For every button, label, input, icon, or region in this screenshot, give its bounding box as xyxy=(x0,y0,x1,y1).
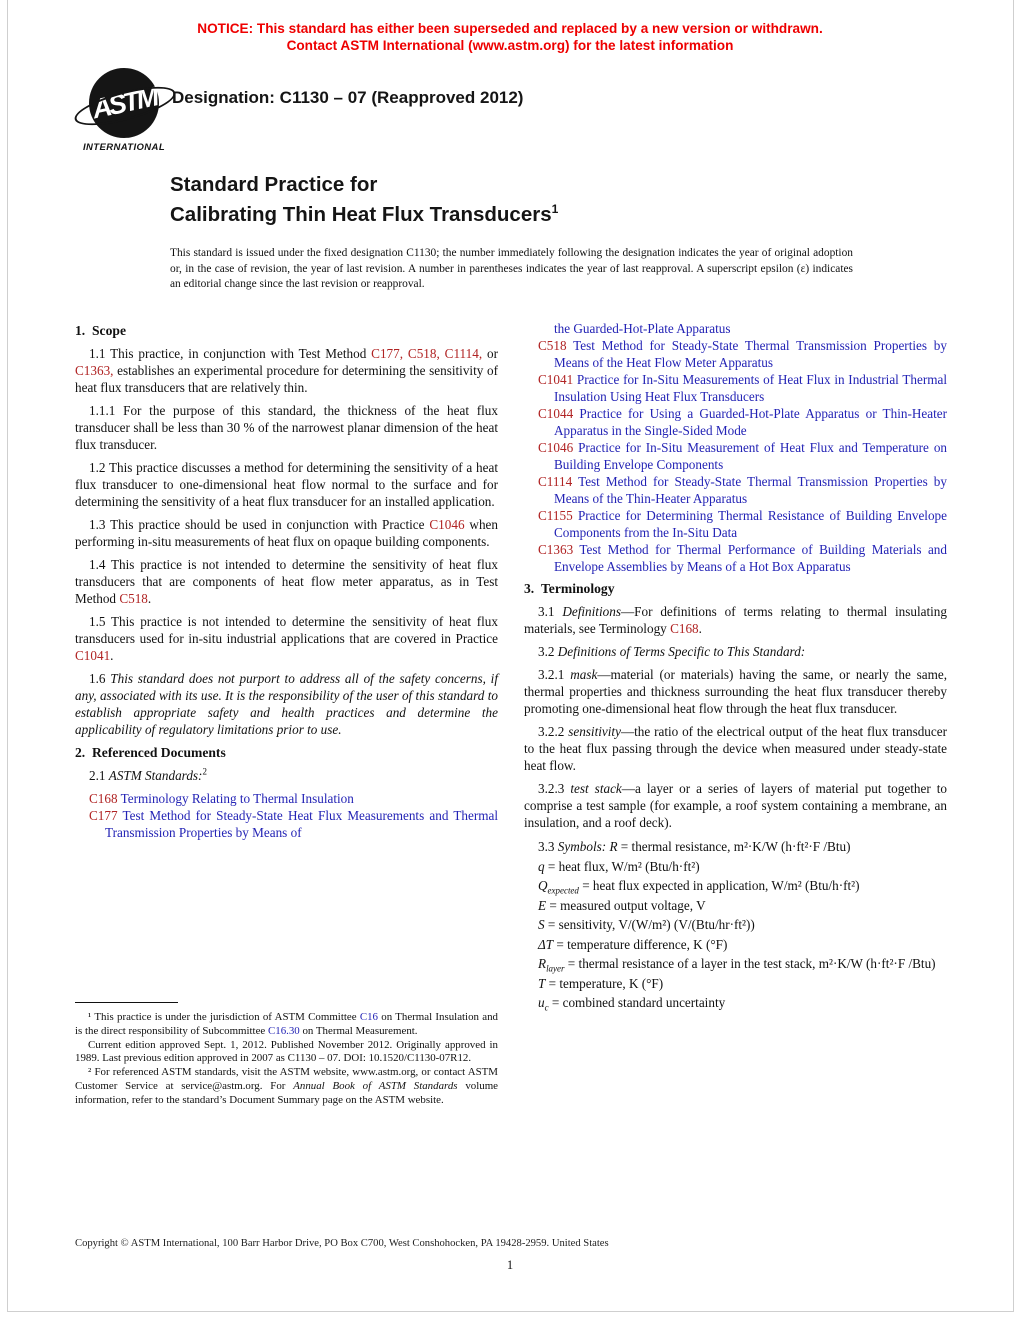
reference-item xyxy=(524,541,947,575)
title-footnote-marker: 1 xyxy=(551,202,559,216)
text-segment: u xyxy=(538,995,545,1010)
terminology-paragraph xyxy=(524,643,947,660)
terminology-paragraph xyxy=(524,666,947,717)
standard-link[interactable]: Practice for In-Situ Measurement of Heat Flux and Temperature on Building Envelope Components xyxy=(554,440,948,472)
reference-list-right xyxy=(524,337,947,575)
text-segment: or xyxy=(482,346,499,361)
text-segment: = combined standard uncertainty xyxy=(548,995,726,1010)
text-segment: 1.2 This practice discusses a method for determining the sensitivity of a heat flux transducer to one-dimensional heat flow normal to the surface and for determining the sensitivity of a heat flux transducer for an installed application. xyxy=(75,460,498,509)
text-segment: on Thermal Insulation and is the direct responsibility of Subcommittee xyxy=(75,1011,498,1037)
text-segment: = sensitivity, V/(W/m²) (V/(Btu/hr·ft²)) xyxy=(544,917,755,932)
reference-item xyxy=(524,439,947,473)
text-segment: —the ratio of the electrical output of the heat flux transducer to the heat flux passing through the device when measured under steady-state heat flow. xyxy=(524,724,947,773)
reference-item xyxy=(524,507,947,541)
text-segment: 2.1 xyxy=(89,768,109,783)
page-number: 1 xyxy=(506,1258,514,1272)
standard-link[interactable]: C16 xyxy=(359,1011,378,1023)
notice-line-2: Contact ASTM International (www.astm.org) for the latest information xyxy=(286,38,734,53)
text-segment: = temperature difference, K (°F) xyxy=(553,936,728,952)
title-line-1: Standard Practice for xyxy=(170,173,378,196)
left-column xyxy=(75,320,498,1014)
reference-list-left xyxy=(75,790,498,841)
symbol-line xyxy=(524,955,947,972)
title-line-2: Calibrating Thin Heat Flux Transducers$^1$ xyxy=(170,202,559,226)
reference-item xyxy=(524,371,947,405)
text-segment: on Thermal Measurement. xyxy=(299,1024,418,1037)
symbol-line xyxy=(524,936,947,953)
reference-item xyxy=(524,337,947,371)
standard-link[interactable]: C168 xyxy=(670,621,699,636)
symbol-line xyxy=(524,858,947,875)
text-segment: = heat flux expected in application, W/m² (Btu/h·ft²) xyxy=(578,878,860,893)
text-segment: Annual Book of ASTM Standards xyxy=(293,1079,458,1092)
symbols-block xyxy=(524,838,947,1011)
text-segment: when performing in-situ measurements of heat flux on opaque building components. xyxy=(75,517,498,549)
scope-paragraph xyxy=(75,670,498,738)
terminology-paragraph xyxy=(524,603,947,637)
text-segment: ASTM Standards: xyxy=(108,768,203,783)
standard-link[interactable]: C518 xyxy=(119,591,148,606)
reference-item xyxy=(524,473,947,507)
text-segment: sensitivity xyxy=(568,724,621,739)
text-segment: = thermal resistance of a layer in the test stack, m²·K/W (h·ft²·F /Btu) xyxy=(564,956,936,971)
symbol-line xyxy=(524,897,947,914)
text-segment: 1.1.1 For the purpose of this standard, the thickness of the heat flux transducer shall be less than 30 % of the narrowest planar dimension of the heat flux transducer. xyxy=(75,403,498,452)
text-segment: —a layer or a series of layers of material put together to comprise a test sample (for example, a roof system containing a membrane, an insulation, and a roof deck). xyxy=(524,781,947,830)
standard-link[interactable]: C1363 xyxy=(538,542,574,557)
text-segment: mask xyxy=(570,667,598,682)
footnote-paragraphs xyxy=(75,1011,498,1108)
standard-link[interactable]: C168 xyxy=(89,791,118,806)
astm-logo-international: INTERNATIONAL xyxy=(82,142,166,153)
footnote xyxy=(75,1039,498,1067)
standard-link[interactable]: C518, xyxy=(407,346,440,361)
text-segment: 1.5 This practice is not intended to determine the sensitivity of heat flux transducers used for in-situ industrial applications that are covered in Practice xyxy=(75,614,498,646)
standard-link[interactable]: C1041 xyxy=(538,372,574,387)
standard-link[interactable]: C1114 xyxy=(538,474,573,489)
body-columns xyxy=(75,320,947,1014)
standard-link[interactable]: C1044 xyxy=(538,406,574,421)
text-segment: = temperature, K (°F) xyxy=(545,975,664,991)
text-segment: S xyxy=(538,917,545,932)
astm-globe-icon xyxy=(89,68,159,138)
text-segment: 2 xyxy=(202,766,207,777)
page-title xyxy=(170,172,558,227)
text-segment: . xyxy=(147,591,152,606)
footnote-separator xyxy=(75,1002,178,1003)
standard-link[interactable]: Terminology Relating to Thermal Insulation xyxy=(120,791,354,806)
text-segment: R xyxy=(609,839,618,854)
standard-link[interactable]: C1114, xyxy=(444,346,483,361)
scope-paragraph xyxy=(75,613,498,664)
standard-link[interactable]: Test Method for Steady-State Thermal Transmission Properties by Means of the Thin-Heater Apparatus xyxy=(554,474,947,506)
symbol-line xyxy=(524,994,947,1011)
text-segment: 3.3 xyxy=(538,839,558,854)
designation-line: Designation: C1130 – 07 (Reapproved 2012) xyxy=(172,88,524,107)
footnotes-block xyxy=(75,1002,498,1108)
text-segment: ΔT xyxy=(538,936,554,952)
footnote xyxy=(75,1011,498,1039)
footnote xyxy=(75,1066,498,1107)
symbol-line xyxy=(524,877,947,894)
symbol-line xyxy=(524,975,947,992)
scope-heading: 1. Scope xyxy=(75,323,126,338)
text-segment: q xyxy=(538,858,545,874)
standard-link[interactable]: Practice for In-Situ Measurements of Heat Flux in Industrial Thermal Insulation Using Heat Flux Transducers xyxy=(554,372,947,404)
text-segment: 3.2 xyxy=(538,644,558,659)
standard-link[interactable]: C1046 xyxy=(538,440,574,455)
reference-item xyxy=(75,790,498,807)
text-segment: Current edition approved Sept. 1, 2012. Published November 2012. Originally approved in 1989. Last previous edition approved in 2007 as C1130 – 07. DOI: 10.1520/C1130-07R12. xyxy=(75,1038,498,1065)
referenced-documents-heading: 2. Referenced Documents xyxy=(75,745,226,760)
symbol-line xyxy=(524,838,947,855)
text-segment: 1.1 This practice, in conjunction with Test Method xyxy=(89,346,372,361)
right-column xyxy=(524,320,947,1014)
standard-link[interactable]: Practice for Using a Guarded-Hot-Plate Apparatus or Thin-Heater Apparatus in the Single-Sided Mode xyxy=(554,406,947,438)
terminology-heading: 3. Terminology xyxy=(524,581,615,596)
astm-logo-text: ASTM xyxy=(89,81,159,124)
terminology-paragraph xyxy=(524,723,947,774)
text-segment: volume information, refer to the standard’s Document Summary page on the ASTM website. xyxy=(75,1079,499,1106)
text-segment: = heat flux, W/m² (Btu/h·ft²) xyxy=(544,858,700,874)
reference-item xyxy=(524,405,947,439)
standard-link[interactable]: C16.30 xyxy=(267,1024,300,1037)
reference-continuation xyxy=(524,320,947,337)
text-segment: Q xyxy=(538,878,548,893)
text-segment: 3.1 xyxy=(538,604,563,619)
astm-standards-intro xyxy=(75,767,498,784)
standard-link[interactable]: C177 xyxy=(89,808,118,823)
text-segment: T xyxy=(538,975,546,991)
text-segment: 3.2.3 xyxy=(538,781,571,796)
text-segment: 3.2.1 xyxy=(538,667,571,682)
text-segment: . xyxy=(698,621,702,636)
text-segment: test stack xyxy=(570,781,622,796)
text-segment: 1.4 This practice is not intended to determine the sensitivity of heat flux transducers that are components of heat flow meter apparatus, as in Test Method xyxy=(75,557,498,606)
text-segment: Symbols: xyxy=(557,839,607,854)
standard-link[interactable]: C1041 xyxy=(75,648,111,663)
scope-paragraph xyxy=(75,402,498,453)
text-segment: . xyxy=(110,648,114,663)
standard-link[interactable]: C518 xyxy=(538,338,567,353)
text-segment: R xyxy=(538,956,547,971)
text-segment: E xyxy=(538,897,547,913)
standard-link[interactable]: C1046 xyxy=(429,517,465,532)
standard-link[interactable]: C1155 xyxy=(538,508,573,523)
text-segment: = thermal resistance, m²·K/W (h·ft²·F /Btu) xyxy=(617,839,851,854)
text-segment: ¹ This practice is under the jurisdiction of ASTM Committee xyxy=(88,1011,360,1023)
standard-link[interactable]: Test Method for Thermal Performance of Building Materials and Envelope Assemblies by Means of a Hot Box Apparatus xyxy=(554,542,947,574)
text-segment: 1.3 This practice should be used in conjunction with Practice xyxy=(89,517,430,532)
scope-paragraph xyxy=(75,516,498,550)
notice-line-1: NOTICE: This standard has either been superseded and replaced by a new version or withdrawn. xyxy=(197,21,823,36)
supersession-notice xyxy=(0,20,1020,54)
text-segment: —material (or materials) having the same, or nearly the same, thermal properties and thickness surrounding the heat flux transducer thereby promoting one-dimensional heat flow through the heat flux transducer. xyxy=(524,667,948,716)
text-segment: c xyxy=(544,1002,549,1013)
scope-paragraph xyxy=(75,459,498,510)
scope-paragraph xyxy=(75,556,498,607)
text-segment: layer xyxy=(546,963,565,974)
astm-logo xyxy=(70,68,178,153)
text-segment: Definitions xyxy=(562,604,621,619)
text-segment: Definitions of Terms Specific to This Standard: xyxy=(557,644,806,659)
terminology-paragraphs xyxy=(524,603,947,831)
standard-link[interactable]: C177, xyxy=(371,346,404,361)
standard-link[interactable]: the Guarded-Hot-Plate Apparatus xyxy=(554,321,731,336)
symbol-line xyxy=(524,916,947,933)
reference-item xyxy=(75,807,498,841)
scope-paragraphs xyxy=(75,345,498,738)
standard-link[interactable]: Practice for Determining Thermal Resistance of Building Envelope Components from the In-Situ Data xyxy=(554,508,947,540)
text-segment: = measured output voltage, V xyxy=(546,897,706,913)
terminology-paragraph xyxy=(524,780,947,831)
issuance-note: This standard is issued under the fixed designation C1130; the number immediately following the designation indicates the year of original adoption or, in the case of revision, the year of last revision. A number in parentheses indicates the year of last reapproval. A superscript epsilon (ε) indicates an editorial change since the last revision or reapproval. xyxy=(170,247,853,291)
text-segment: This standard does not purport to address all of the safety concerns, if any, associated with its use. It is the responsibility of the user of this standard to establish appropriate safety and health practices and determine the applicability of regulatory limitations prior to use. xyxy=(75,671,499,737)
text-segment: expected xyxy=(547,885,579,896)
standard-link[interactable]: Test Method for Steady-State Thermal Transmission Properties by Means of the Heat Flow Meter Apparatus xyxy=(554,338,947,370)
standard-link[interactable]: Test Method for Steady-State Heat Flux Measurements and Thermal Transmission Properties by Means of xyxy=(105,808,498,840)
text-segment: 3.2.2 xyxy=(538,724,569,739)
scope-paragraph xyxy=(75,345,498,396)
text-segment: —For definitions of terms relating to thermal insulating materials, see Terminology xyxy=(524,604,947,636)
standard-link[interactable]: C1363, xyxy=(75,363,114,378)
text-segment: 1.6 xyxy=(89,671,111,686)
text-segment: ² For referenced ASTM standards, visit the ASTM website, www.astm.org, or contact ASTM Customer Service at service@astm.org. For xyxy=(75,1066,498,1092)
text-segment: establishes an experimental procedure for determining the sensitivity of heat flux transducers that are relatively thin. xyxy=(75,363,498,395)
copyright-line: Copyright © ASTM International, 100 Barr Harbor Drive, PO Box C700, West Conshohocken, PA 19428-2959. United States xyxy=(75,1238,609,1249)
